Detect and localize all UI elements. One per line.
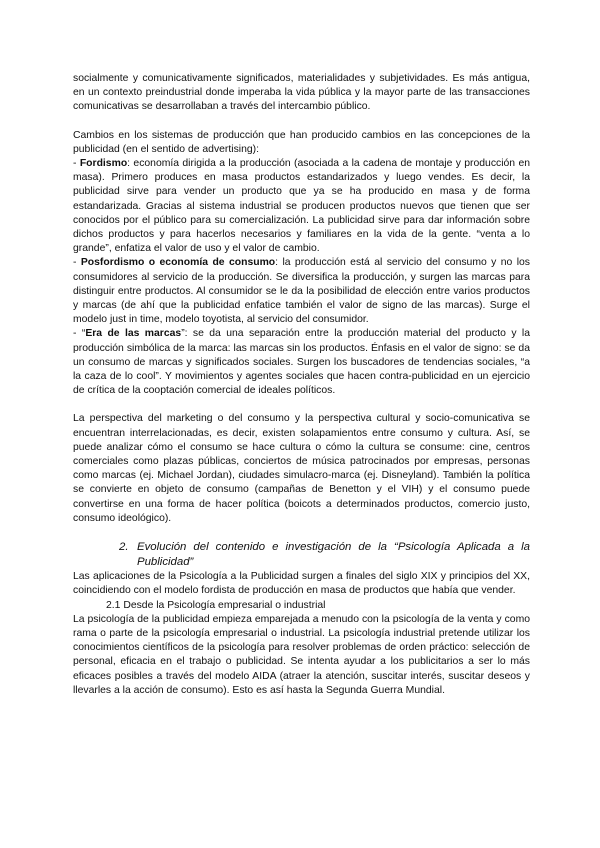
paragraph-perspective: La perspectiva del marketing o del consumo y la perspectiva cultural y socio-comunicativa se encuentran interrelacionadas, es decir, existen solapamientos entre consumo y cultura. Así, se puede analizar cómo el consumo se hace cultura o cómo la cultura se consume: cine, centros comerciales como plazas públicas, conciertos de música patrocinados por empresas, personas como marcas (ej. Michael Jordan), ciudades simulacro-marca (ej. Disneyland). También la política se convierte en objeto de consumo (campañas de Benetton y el VIH) y el consumo puede convertirse en una forma de hacer política (boicots a determinados productos, comercio justo, consumo ideológico).	[73, 413, 530, 524]
item-text: : la producción está al servicio del consumo y no los consumidores al servicio de la producción. Se diversifica la producción, y surgen las marcas para distinguir entre productos. Al consumidor se le da la posibilidad de elección entre varios productos y marcas (de ahí que la publicidad enfatice también el valor de signo de las marcas). Surge el modelo just in time, modelo toyotista, al servicio del consumidor.	[73, 257, 530, 326]
item-text: : economía dirigida a la producción (asociada a la cadena de montaje y producción en masa). Primero produces en masa productos estandarizados y luego vendes. Es decir, la publicidad sirve para vender un producto que ya se ha producido en masa y de forma estandarizada. Gracias al sistema industrial se producen productos nuevos que tienen que ser conocidos por el público para su comercialización. La publicidad sirve para dar información sobre dichos productos y para hacerlos necesarios y familiares en la vida de la gente. “venta a lo grande”, enfatiza el valor de uso y el valor de cambio.	[73, 158, 530, 255]
paragraph-applications: Las aplicaciones de la Psicología a la Publicidad surgen a finales del siglo XIX y principios del XX, coincidiendo con el modelo fordista de producción en masa de productos que había que vender.	[73, 571, 530, 597]
term-posfordismo: Posfordismo o economía de consumo	[80, 257, 276, 269]
section-title: Evolución del contenido e investigación de la “Psicología Aplicada a la Publicidad”	[137, 541, 530, 569]
item-text: ”: se da una separación entre la producción material del producto y la producción simbólica de la marca: las marcas sin los productos. Énfasis en el valor de signo: se da un consumo de marcas y significados sociales. Surgen los buscadores de tendencias sociales, “a la caza de lo cool”. Y movimientos y agentes sociales que hacen contra-publicidad en un ejercicio de crítica de la cooptación comercial de ideales políticos.	[73, 328, 530, 397]
section-number: 2.	[119, 541, 129, 554]
paragraph-changes: Cambios en los sistemas de producción que han producido cambios en las concepciones de la publicidad (en el sentido de advertising):	[73, 129, 530, 155]
term-fordismo: Fordismo	[79, 158, 128, 170]
paragraph-intro: socialmente y comunicativamente significados, materialidades y subjetividades. Es más antigua, en un contexto preindustrial donde imperaba la vida pública y la mayor parte de las transacciones comunicativas se desarrollaban a través del intercambio público.	[73, 73, 530, 113]
document-page	[73, 72, 530, 698]
item-dash: -	[73, 257, 81, 269]
subsection-heading-2-1: 2.1 Desde la Psicología empresarial o industrial	[106, 599, 326, 611]
paragraph-industrial: La psicología de la publicidad empieza emparejada a menudo con la psicología de la venta y como rama o parte de la psicología empresarial o industrial. La psicología industrial pretende utilizar los conocimientos científicos de la psicología para resolver problemas de orden práctico: selección de personal, eficacia en el trabajo o publicidad. Se intenta ayudar a los publicitarios a ser lo más eficaces posibles a través del modelo AIDA (atraer la atención, suscitar interés, suscitar deseos y llevarles a la acción de consumo). Esto es así hasta la Segunda Guerra Mundial.	[73, 613, 530, 696]
item-dash: -	[73, 158, 80, 170]
item-posfordismo	[73, 256, 530, 327]
item-era-marcas	[73, 327, 530, 398]
section-heading-2	[73, 540, 530, 570]
term-era-marcas: Era de las marcas	[85, 328, 182, 340]
item-fordismo	[73, 157, 530, 256]
item-dash: - “	[73, 328, 86, 340]
